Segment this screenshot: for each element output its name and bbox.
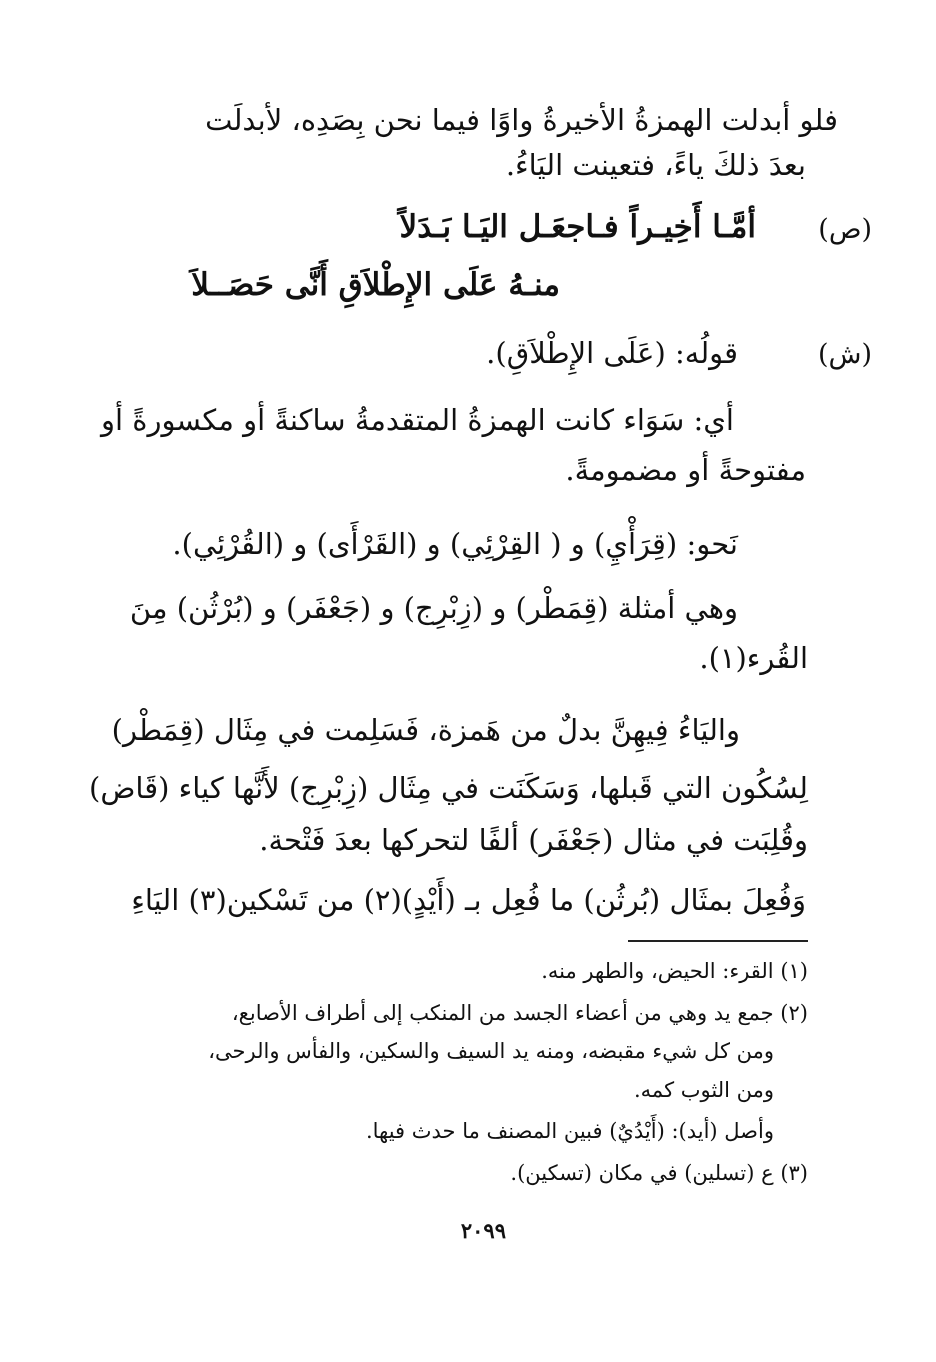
paragraph-3: نَحو: (قِرَأْيِ) و ( القِرْئِي) و (القَرْأَى) و (القُرْئِي). — [172, 527, 738, 561]
paragraph-5-line-2: لِسُكُون التي قَبلها، وَسَكَنَت في مِثَال (زِبْرِج) لأَنَّها كياء (قَاض) — [89, 771, 808, 805]
sharh-marker: (ش) — [817, 339, 872, 370]
paragraph-4-line-1: وهي أمثلة (قِمَطْر) و (زِبْرِج) و (جَعْفَر) و (بُرْثُن) مِنَ — [129, 591, 738, 625]
paragraph-1-line-2: بعدَ ذلكَ ياءً، فتعينت اليَاءُ. — [505, 148, 806, 182]
verse-marker: (ص) — [818, 214, 872, 245]
paragraph-2-line-1: أي: سَوَاء كانت الهمزةُ المتقدمةُ ساكنةً أو مكسورةً أو — [100, 403, 734, 437]
footnote-1: (١) القرء: الحيض، والطهر منه. — [541, 959, 808, 983]
paragraph-2-line-2: مفتوحةً أو مضمومةً. — [565, 453, 806, 487]
footnote-2-line-4: وأصل (أيد): (أَيْدُيٌ) فبين المصنف ما حدث فيها. — [365, 1119, 774, 1143]
footnote-2-line-1: (٢) جمع يد وهي من أعضاء الجسد من المنكب إلى أطراف الأصابع، — [231, 1001, 808, 1025]
footnote-2-line-3: ومن الثوب كمه. — [634, 1078, 774, 1102]
paragraph-1-line-1: فلو أبدلت الهمزةُ الأخيرةُ واوًا فيما نحن بِصَدِه، لأبدلَت — [205, 103, 838, 137]
sharh-line: قولُه: (عَلَى الإِطْلاَقِ). — [486, 336, 738, 370]
verse-line-2: منـهُ عَلَى الإِطْلاَقِ أَنَّى حَصَــلاَ — [191, 267, 560, 303]
page-number: ٢٠٩٩ — [460, 1218, 506, 1243]
paragraph-4-line-2: القُرء(١). — [699, 641, 808, 675]
footnote-separator — [628, 940, 808, 942]
footnote-3: (٣) ع (تسلين) في مكان (تسكين). — [510, 1161, 808, 1185]
paragraph-6: وَفُعِلَ بمثَال (بُرثُن) ما فُعِل بـ (أَيْدٍ)(٢) من تَسْكين(٣) اليَاءِ — [131, 883, 806, 917]
verse-line-1: أمَّـا أَخِيـراً فـاجعَـل اليَـا بَـدَلاً — [399, 209, 756, 245]
paragraph-5-line-1: واليَاءُ فِيهِنَّ بدلٌ من هَمزة، فَسَلِمت في مِثَال (قِمَطْر) — [111, 713, 740, 747]
footnote-2-line-2: ومن كل شيء مقبضه، ومنه يد السيف والسكين، والفأس والرحى، — [208, 1039, 774, 1063]
paragraph-5-line-3: وقُلِبَت في مثال (جَعْفَر) ألفًا لتحركها بعدَ فَتْحة. — [259, 823, 808, 857]
